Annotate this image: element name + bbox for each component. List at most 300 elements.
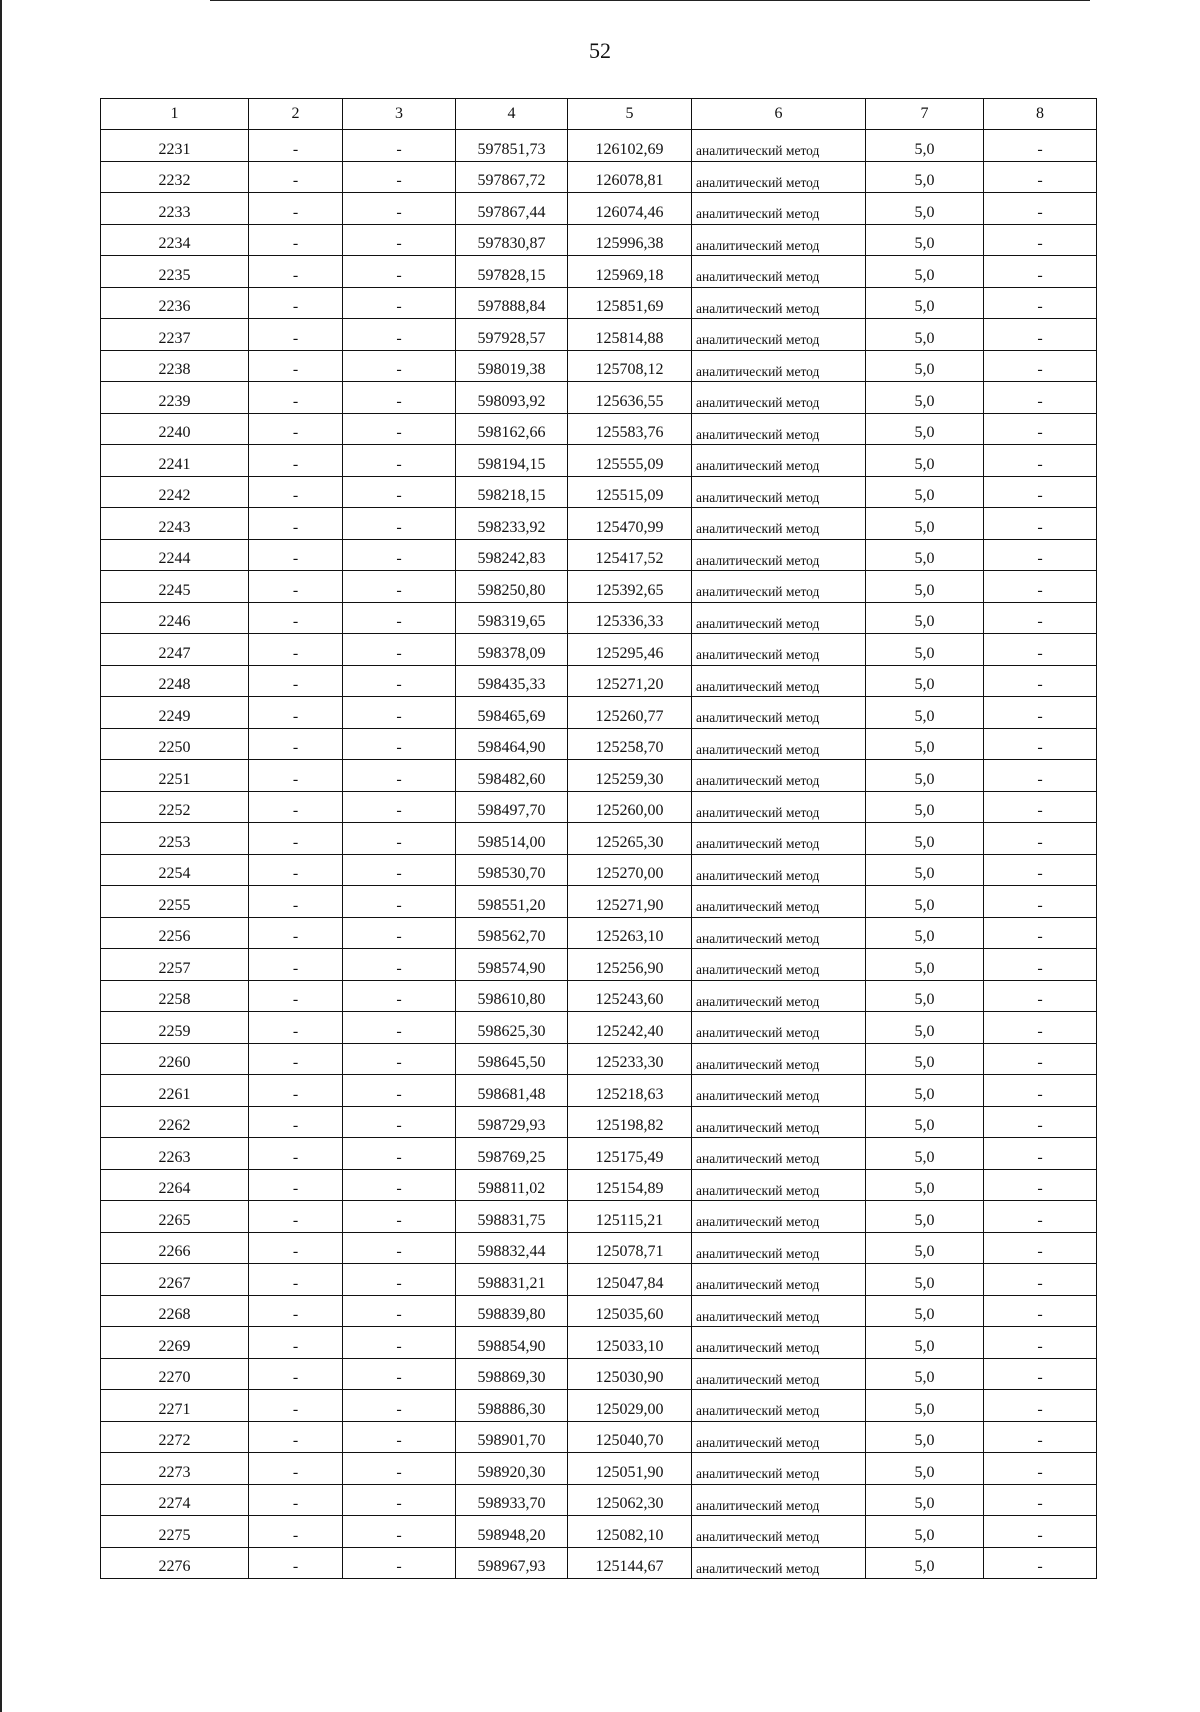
cell-text: -	[292, 455, 299, 473]
cell-text: 125051,90	[595, 1463, 664, 1481]
method-cell	[692, 1106, 866, 1138]
table-row	[101, 445, 1097, 477]
cell-text: -	[396, 676, 402, 693]
column-8-cell	[984, 791, 1097, 823]
column-2-cell	[249, 1106, 343, 1138]
method-cell	[692, 917, 866, 949]
cell-text: -	[396, 959, 402, 977]
y-coordinate-cell	[568, 256, 692, 288]
x-coordinate-cell	[456, 917, 568, 949]
cell-text: -	[292, 1243, 299, 1260]
cell-text: -	[1037, 1495, 1043, 1512]
column-2-cell	[249, 1547, 343, 1579]
column-8-cell	[984, 1012, 1097, 1044]
cell-text: -	[1037, 802, 1043, 819]
cell-text: 5,0	[914, 1117, 935, 1134]
cell-text: -	[292, 361, 299, 378]
cell-text: аналитический метод	[696, 363, 820, 379]
method-cell	[692, 1421, 866, 1453]
cell-text: -	[1037, 1400, 1043, 1418]
table-row	[101, 1201, 1097, 1233]
column-2-cell	[249, 697, 343, 729]
cell-text: -	[292, 1369, 299, 1386]
cell-text: -	[1037, 203, 1043, 221]
cell-text: 2236	[158, 298, 191, 315]
cell-text: -	[1037, 1558, 1043, 1575]
method-cell	[692, 980, 866, 1012]
table-row	[101, 413, 1097, 445]
cell-text: -	[1037, 361, 1043, 378]
cell-text: -	[292, 1495, 299, 1512]
cell-text: -	[396, 1369, 402, 1386]
y-coordinate-cell	[568, 760, 692, 792]
column-8-cell	[984, 1421, 1097, 1453]
column-2-cell	[249, 665, 343, 697]
cell-text: аналитический метод	[696, 1182, 820, 1198]
cell-text: -	[396, 1054, 402, 1071]
column-2-cell	[249, 728, 343, 760]
cell-text: аналитический метод	[696, 930, 820, 946]
cell-text: 5,0	[914, 1274, 935, 1292]
cell-text: 597828,15	[477, 266, 546, 284]
cell-text: -	[396, 140, 402, 158]
method-cell	[692, 508, 866, 540]
cell-text: -	[292, 865, 299, 882]
point-number-cell	[101, 1516, 249, 1548]
cell-text: -	[292, 991, 299, 1008]
x-coordinate-cell	[456, 602, 568, 634]
cell-text: -	[396, 1306, 402, 1323]
y-coordinate-cell	[568, 1106, 692, 1138]
cell-text: 2270	[158, 1369, 191, 1386]
cell-text: -	[396, 1463, 402, 1481]
cell-text: 5,0	[914, 1306, 935, 1323]
table-row	[101, 161, 1097, 193]
cell-text: -	[396, 1117, 402, 1134]
cell-text: -	[292, 550, 299, 567]
point-number-cell	[101, 508, 249, 540]
table-row	[101, 949, 1097, 981]
column-8-cell	[984, 1232, 1097, 1264]
cell-text: -	[1037, 613, 1043, 630]
cell-text: 598920,30	[477, 1463, 546, 1481]
cell-text: -	[1037, 928, 1043, 945]
cell-text: -	[292, 896, 299, 914]
cell-text: -	[292, 1180, 299, 1197]
cell-text: -	[1037, 266, 1043, 284]
method-cell	[692, 665, 866, 697]
column-8-cell	[984, 1390, 1097, 1422]
cell-text: -	[1037, 644, 1043, 662]
cell-text: -	[292, 1432, 299, 1449]
table-row	[101, 1516, 1097, 1548]
x-coordinate-cell	[456, 1075, 568, 1107]
accuracy-cell	[866, 791, 984, 823]
accuracy-cell	[866, 161, 984, 193]
column-8-cell	[984, 1453, 1097, 1485]
y-coordinate-cell	[568, 634, 692, 666]
cell-text: 598681,48	[477, 1085, 546, 1103]
y-coordinate-cell	[568, 1169, 692, 1201]
column-3-cell	[343, 571, 456, 603]
cell-text: -	[1037, 1369, 1043, 1386]
cell-text: -	[292, 802, 299, 819]
x-coordinate-cell	[456, 1484, 568, 1516]
cell-text: 2274	[158, 1495, 191, 1512]
cell-text: 5,0	[914, 676, 935, 693]
accuracy-cell	[866, 634, 984, 666]
cell-text: 2255	[158, 896, 191, 914]
cell-text: 2244	[158, 550, 191, 567]
cell-text: 125260,00	[595, 802, 664, 819]
cell-text: 125851,69	[595, 298, 664, 315]
cell-text: 2249	[158, 707, 191, 725]
x-coordinate-cell	[456, 1201, 568, 1233]
point-number-cell	[101, 224, 249, 256]
x-coordinate-cell	[456, 445, 568, 477]
cell-text: -	[292, 1306, 299, 1323]
cell-text: 598948,20	[477, 1526, 546, 1544]
table-row	[101, 1264, 1097, 1296]
accuracy-cell	[866, 1516, 984, 1548]
cell-text: 598869,30	[477, 1369, 546, 1386]
y-coordinate-cell	[568, 697, 692, 729]
column-8-cell	[984, 823, 1097, 855]
column-2-cell	[249, 1264, 343, 1296]
cell-text: 2272	[158, 1432, 191, 1449]
column-8-cell	[984, 256, 1097, 288]
cell-text: -	[1037, 518, 1043, 536]
cell-text: -	[396, 424, 402, 441]
cell-text: 2242	[158, 487, 191, 504]
method-cell	[692, 1484, 866, 1516]
cell-text: -	[1037, 739, 1043, 756]
column-8-cell	[984, 571, 1097, 603]
column-3-cell	[343, 854, 456, 886]
accuracy-cell	[866, 854, 984, 886]
column-8-cell	[984, 1043, 1097, 1075]
cell-text: -	[292, 518, 299, 536]
cell-text: -	[292, 266, 299, 284]
cell-text: -	[292, 1463, 299, 1481]
column-2-cell	[249, 1484, 343, 1516]
cell-text: 598514,00	[477, 833, 546, 851]
column-3-cell	[343, 130, 456, 162]
point-number-cell	[101, 1484, 249, 1516]
column-8-cell	[984, 1547, 1097, 1579]
accuracy-cell	[866, 130, 984, 162]
point-number-cell	[101, 476, 249, 508]
accuracy-cell	[866, 413, 984, 445]
cell-text: 125115,21	[595, 1211, 664, 1229]
column-8-cell	[984, 413, 1097, 445]
cell-text: аналитический метод	[696, 899, 820, 914]
point-number-cell	[101, 886, 249, 918]
cell-text: -	[1037, 424, 1043, 441]
cell-text: 598233,92	[477, 518, 546, 536]
cell-text: 5,0	[914, 833, 935, 851]
accuracy-cell	[866, 886, 984, 918]
column-8-cell	[984, 1075, 1097, 1107]
x-coordinate-cell	[456, 1138, 568, 1170]
cell-text: аналитический метод	[696, 867, 820, 883]
cell-text: 598832,44	[477, 1243, 546, 1260]
cell-text: -	[396, 455, 402, 473]
cell-text: 5,0	[914, 1558, 935, 1575]
column-2-cell	[249, 602, 343, 634]
cell-text: 5,0	[914, 991, 935, 1008]
method-cell	[692, 319, 866, 351]
cell-text: 5,0	[914, 644, 935, 662]
cell-text: 2269	[158, 1337, 191, 1355]
accuracy-cell	[866, 350, 984, 382]
cell-text: -	[292, 329, 299, 347]
cell-text: 125392,65	[595, 581, 664, 599]
column-2-cell	[249, 634, 343, 666]
column-3-cell	[343, 1453, 456, 1485]
cell-text: -	[292, 613, 299, 630]
cell-text: -	[1037, 1432, 1043, 1449]
cell-text: 2235	[158, 266, 191, 284]
cell-text: -	[292, 1054, 299, 1071]
table-row	[101, 1138, 1097, 1170]
cell-text: 5,0	[914, 1243, 935, 1260]
cell-text: аналитический метод	[696, 962, 820, 977]
cell-text: 598886,30	[477, 1400, 546, 1418]
y-coordinate-cell	[568, 1075, 692, 1107]
point-number-cell	[101, 1453, 249, 1485]
cell-text: 125270,00	[595, 865, 664, 882]
point-number-cell	[101, 760, 249, 792]
y-coordinate-cell	[568, 949, 692, 981]
cell-text: 125515,09	[595, 487, 664, 504]
cell-text: 125029,00	[595, 1400, 664, 1418]
column-8-cell	[984, 224, 1097, 256]
cell-text: 598464,90	[477, 739, 546, 756]
column-8-cell	[984, 1327, 1097, 1359]
column-3-cell	[343, 1232, 456, 1264]
cell-text: аналитический метод	[696, 1497, 820, 1513]
column-3-cell	[343, 634, 456, 666]
cell-text: 2271	[158, 1400, 191, 1418]
column-2-cell	[249, 791, 343, 823]
point-number-cell	[101, 1264, 249, 1296]
column-3-cell	[343, 508, 456, 540]
cell-text: -	[292, 392, 299, 410]
y-coordinate-cell	[568, 980, 692, 1012]
column-8-cell	[984, 728, 1097, 760]
point-number-cell	[101, 1232, 249, 1264]
cell-text: 2254	[158, 865, 191, 882]
cell-text: 2238	[158, 361, 191, 378]
accuracy-cell	[866, 1484, 984, 1516]
column-2-cell	[249, 1453, 343, 1485]
x-coordinate-cell	[456, 256, 568, 288]
cell-text: 125243,60	[595, 991, 664, 1008]
cell-text: аналитический метод	[696, 1371, 820, 1387]
cell-text: -	[292, 1274, 299, 1292]
cell-text: -	[396, 1022, 402, 1040]
cell-text: 2233	[158, 203, 191, 221]
cell-text: 125259,30	[595, 770, 664, 788]
accuracy-cell	[866, 1138, 984, 1170]
y-coordinate-cell	[568, 287, 692, 319]
method-cell	[692, 539, 866, 571]
cell-text: -	[292, 739, 299, 756]
method-cell	[692, 854, 866, 886]
column-3-cell	[343, 791, 456, 823]
column-8-cell	[984, 508, 1097, 540]
point-number-cell	[101, 1169, 249, 1201]
cell-text: 2262	[158, 1117, 191, 1134]
cell-text: -	[292, 203, 299, 221]
table-row	[101, 980, 1097, 1012]
cell-text: -	[1037, 676, 1043, 693]
x-coordinate-cell	[456, 823, 568, 855]
cell-text: 125263,10	[595, 928, 664, 945]
table-row	[101, 350, 1097, 382]
cell-text: -	[292, 172, 299, 189]
point-number-cell	[101, 949, 249, 981]
column-8-cell	[984, 130, 1097, 162]
cell-text: аналитический метод	[696, 552, 820, 568]
method-cell	[692, 1012, 866, 1044]
method-cell	[692, 413, 866, 445]
cell-text: 5,0	[914, 1463, 935, 1481]
cell-text: 2257	[158, 959, 191, 977]
cell-text: 125258,70	[595, 739, 664, 756]
cell-text: 5,0	[914, 487, 935, 504]
column-8-cell	[984, 193, 1097, 225]
cell-text: аналитический метод	[696, 174, 820, 190]
column-3-cell	[343, 476, 456, 508]
table-row	[101, 1169, 1097, 1201]
cell-text: -	[292, 1117, 299, 1134]
y-coordinate-cell	[568, 1264, 692, 1296]
accuracy-cell	[866, 224, 984, 256]
table-row	[101, 1232, 1097, 1264]
accuracy-cell	[866, 193, 984, 225]
column-3-cell	[343, 1358, 456, 1390]
cell-text: 125040,70	[595, 1432, 664, 1449]
cell-text: -	[1037, 1085, 1043, 1103]
cell-text: -	[1037, 298, 1043, 315]
point-number-cell	[101, 1390, 249, 1422]
cell-text: -	[396, 1337, 402, 1355]
cell-text: 126102,69	[595, 140, 664, 158]
cell-text: 2239	[158, 392, 191, 410]
column-8-cell	[984, 665, 1097, 697]
accuracy-cell	[866, 1043, 984, 1075]
x-coordinate-cell	[456, 319, 568, 351]
point-number-cell	[101, 1547, 249, 1579]
cell-text: 5,0	[914, 140, 935, 158]
cell-text: 5,0	[914, 739, 935, 756]
cell-text: 125047,84	[595, 1274, 664, 1292]
cell-text: -	[292, 235, 299, 252]
column-3-cell	[343, 256, 456, 288]
point-number-cell	[101, 665, 249, 697]
column-2-cell	[249, 445, 343, 477]
column-8-cell	[984, 980, 1097, 1012]
table-row	[101, 634, 1097, 666]
y-coordinate-cell	[568, 1232, 692, 1264]
cell-text: -	[292, 644, 299, 662]
method-cell	[692, 1232, 866, 1264]
cell-text: 5,0	[914, 329, 935, 347]
column-8-cell	[984, 1358, 1097, 1390]
column-3-cell	[343, 1264, 456, 1296]
cell-text: -	[396, 392, 402, 410]
table-row	[101, 476, 1097, 508]
accuracy-cell	[866, 508, 984, 540]
left-edge-line	[0, 0, 2, 1712]
x-coordinate-cell	[456, 350, 568, 382]
cell-text: 125033,10	[595, 1337, 664, 1355]
column-2-cell	[249, 287, 343, 319]
cell-text: -	[396, 739, 402, 756]
column-8-cell	[984, 1138, 1097, 1170]
column-3-cell	[343, 413, 456, 445]
column-2-cell	[249, 319, 343, 351]
cell-text: 5,0	[914, 1369, 935, 1386]
y-coordinate-cell	[568, 917, 692, 949]
cell-text: 2268	[158, 1306, 191, 1323]
table-row	[101, 287, 1097, 319]
cell-text: -	[292, 424, 299, 441]
accuracy-cell	[866, 1295, 984, 1327]
cell-text: -	[292, 1211, 299, 1229]
column-3-cell	[343, 1201, 456, 1233]
accuracy-cell	[866, 319, 984, 351]
method-cell	[692, 1390, 866, 1422]
cell-text: -	[396, 707, 402, 725]
cell-text: 598839,80	[477, 1306, 546, 1323]
x-coordinate-cell	[456, 886, 568, 918]
y-coordinate-cell	[568, 602, 692, 634]
cell-text: 5,0	[914, 770, 935, 788]
cell-text: 597867,72	[477, 172, 546, 189]
cell-text: 2265	[158, 1211, 191, 1229]
cell-text: 5,0	[914, 1337, 935, 1355]
column-3-cell	[343, 1295, 456, 1327]
method-cell	[692, 1075, 866, 1107]
cell-text: -	[1037, 770, 1043, 788]
column-3-cell	[343, 1327, 456, 1359]
cell-text: -	[292, 1022, 299, 1040]
cell-text: -	[1037, 1463, 1043, 1481]
cell-text: -	[292, 959, 299, 977]
x-coordinate-cell	[456, 697, 568, 729]
method-cell	[692, 1547, 866, 1579]
method-cell	[692, 760, 866, 792]
column-2-cell	[249, 1012, 343, 1044]
cell-text: -	[1037, 1148, 1043, 1166]
cell-text: 598562,70	[477, 928, 546, 945]
column-8-cell	[984, 1516, 1097, 1548]
column-2-cell	[249, 760, 343, 792]
cell-text: 5,0	[914, 455, 935, 473]
accuracy-cell	[866, 256, 984, 288]
point-number-cell	[101, 287, 249, 319]
accuracy-cell	[866, 476, 984, 508]
table-row	[101, 1075, 1097, 1107]
column-2-cell	[249, 917, 343, 949]
cell-text: 2251	[158, 770, 191, 788]
column-8-cell	[984, 949, 1097, 981]
cell-text: аналитический метод	[696, 489, 820, 505]
accuracy-cell	[866, 1012, 984, 1044]
